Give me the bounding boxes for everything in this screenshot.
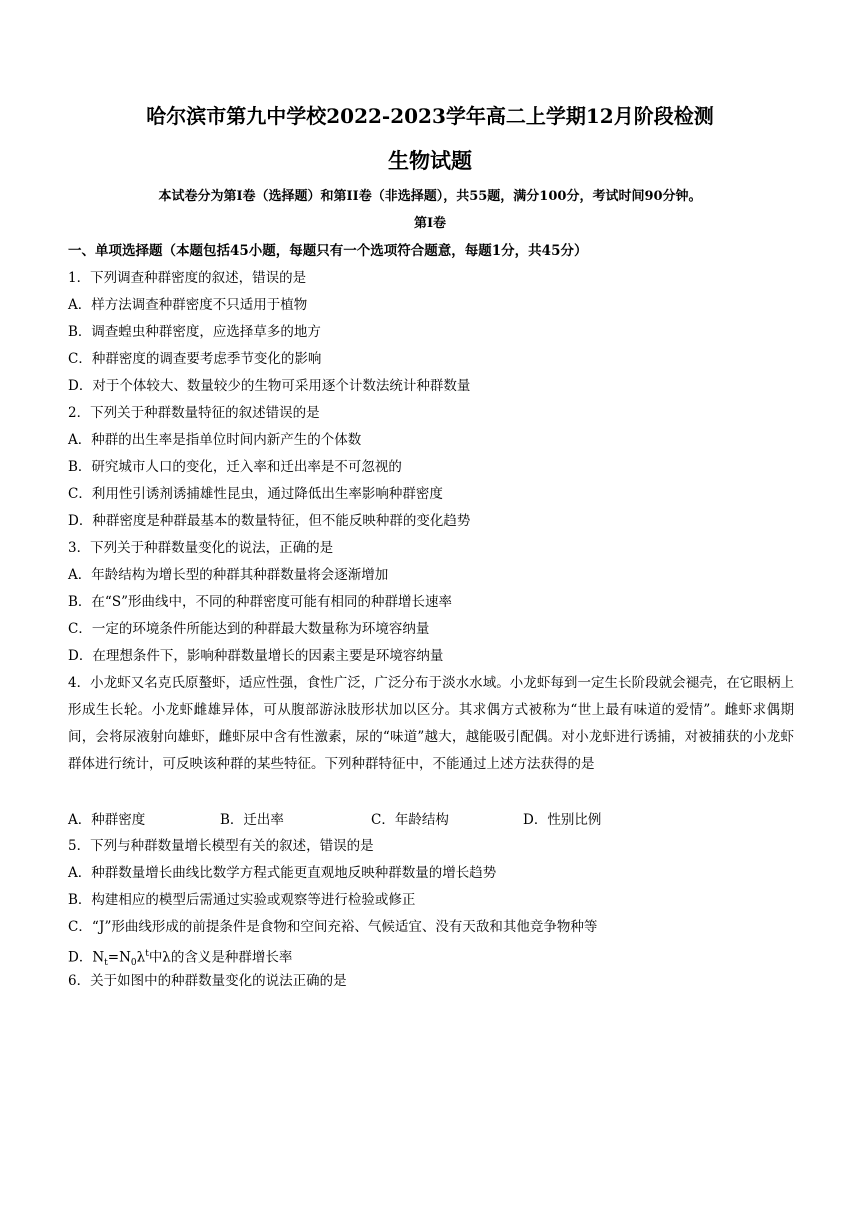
question-1-option-b: B．调查蝗虫种群密度，应选择草多的地方	[68, 324, 321, 340]
volume-label: 第I卷	[413, 216, 447, 231]
question-2-option-c: C．利用性引诱剂诱捕雄性昆虫，通过降低出生率影响种群密度	[68, 486, 443, 502]
question-3-option-a: A．年龄结构为增长型的种群其种群数量将会逐渐增加	[68, 567, 389, 583]
question-3-option-d: D．在理想条件下，影响种群数量增长的因素主要是环境容纳量	[68, 648, 444, 664]
question-4-option-b: B．迁出率	[220, 812, 284, 828]
question-5-option-b: B．构建相应的模型后需通过实验或观察等进行检验或修正	[68, 892, 416, 908]
question-5-option-d	[68, 944, 794, 973]
question-6-stem: 6．关于如图中的种群数量变化的说法正确的是	[68, 973, 347, 989]
formula-lambda: λ	[136, 949, 146, 966]
question-5-option-c: C．“J”形曲线形成的前提条件是食物和空间充裕、气候适宜、没有天敌和其他竞争物种等	[68, 919, 598, 935]
question-4-option-a: A．种群密度	[68, 812, 146, 828]
formula-equals-n: =N	[107, 949, 131, 966]
question-2-option-a: A．种群的出生率是指单位时间内新产生的个体数	[68, 432, 362, 448]
question-3-option-c: C．一定的环境条件所能达到的种群最大数量称为环境容纳量	[68, 621, 430, 637]
question-5-option-a: A．种群数量增长曲线比数学方程式能更直观地反映种群数量的增长趋势	[68, 865, 497, 881]
formula-prefix: D．N	[68, 949, 105, 966]
question-3-option-b: B．在“S”形曲线中，不同的种群密度可能有相同的种群增长速率	[68, 594, 452, 610]
formula-superscript-t: t	[145, 949, 149, 959]
question-2-option-b: B．研究城市人口的变化，迁入率和迁出率是不可忽视的	[68, 459, 402, 475]
exam-subtitle: 生物试题	[388, 148, 472, 173]
question-2-stem: 2．下列关于种群数量特征的叙述错误的是	[68, 405, 320, 421]
question-5-stem: 5．下列与种群数量增长模型有关的叙述，错误的是	[68, 838, 374, 854]
question-1-option-d: D．对于个体较大、数量较少的生物可采用逐个计数法统计种群数量	[68, 378, 471, 394]
formula-suffix: 中λ的含义是种群增长率	[148, 949, 293, 966]
exam-instructions: 本试卷分为第I卷（选择题）和第II卷（非选择题），共55题，满分100分，考试时间90分钟。	[158, 189, 702, 204]
question-4-stem: 4．小龙虾又名克氏原螯虾，适应性强，食性广泛，广泛分布于淡水水域。小龙虾每到一定生长阶段就会褪壳，在它眼柄上形成生长轮。小龙虾雌雄异体，可从腹部游泳肢形状加以区分。其求偶方式被称为“世上最有味道的爱情”。雌虾求偶期间，会将尿液射向雄虾，雌虾尿中含有性激素，尿的“味道”越大，越能吸引配偶。对小龙虾进行诱捕，对被捕获的小龙虾群体进行统计，可反映该种群的某些特征。下列种群特征中，不能通过上述方法获得的是	[68, 675, 794, 772]
question-3-stem: 3．下列关于种群数量变化的说法，正确的是	[68, 540, 334, 556]
question-4-option-d: D．性别比例	[523, 812, 602, 828]
section-heading: 一、单项选择题（本题包括45小题，每题只有一个选项符合题意，每题1分，共45分）	[68, 243, 588, 259]
question-1-stem: 1．下列调查种群密度的叙述，错误的是	[68, 270, 307, 286]
formula-subscript-0: 0	[130, 958, 137, 969]
question-1-option-c: C．种群密度的调查要考虑季节变化的影响	[68, 351, 322, 367]
question-2-option-d: D．种群密度是种群最基本的数量特征，但不能反映种群的变化趋势	[68, 513, 471, 529]
formula-subscript-t: t	[104, 958, 108, 969]
exam-title: 哈尔滨市第九中学校2022-2023学年高二上学期12月阶段检测	[146, 104, 714, 128]
question-4-option-c: C．年龄结构	[371, 812, 449, 828]
question-1-option-a: A．样方法调查种群密度不只适用于植物	[68, 297, 308, 313]
